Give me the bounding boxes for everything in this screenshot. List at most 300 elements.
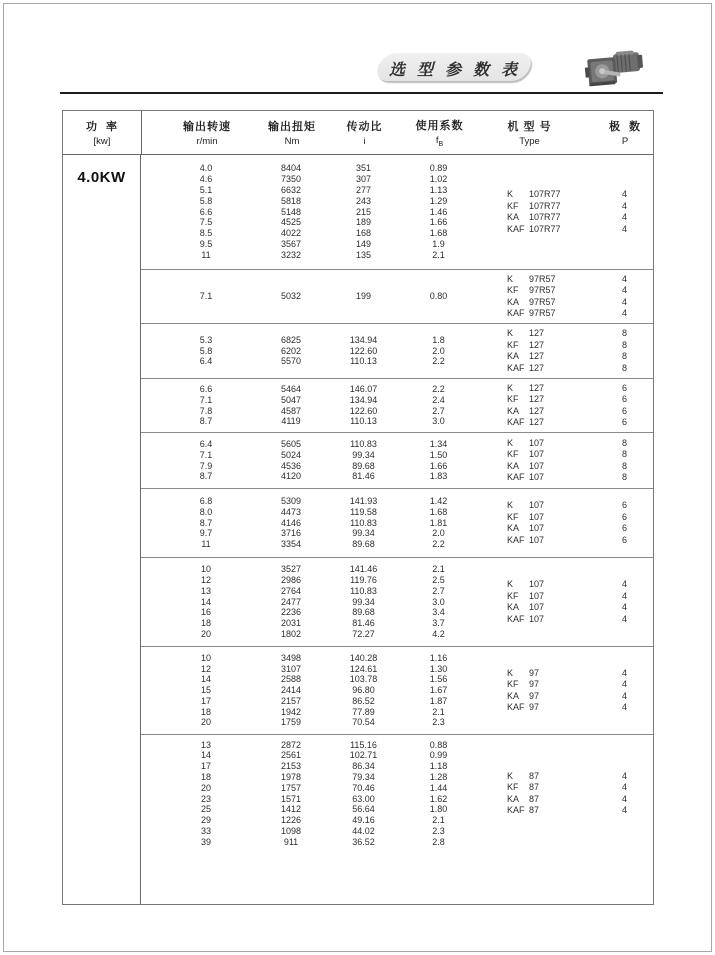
torque-value: 5032 bbox=[280, 291, 302, 302]
model-type bbox=[507, 212, 596, 224]
torque-value: 4119 bbox=[281, 416, 301, 427]
model-type-prefix: KAF bbox=[507, 702, 525, 712]
ratio-value-column bbox=[311, 335, 416, 367]
model-type-prefix: KF bbox=[507, 590, 519, 601]
model-type-prefix: KF bbox=[507, 511, 519, 522]
speed-value: 6.6 bbox=[199, 383, 213, 394]
table-row-group bbox=[141, 379, 653, 433]
ratio-value: 79.34 bbox=[352, 771, 375, 782]
model-type-prefix: KF bbox=[507, 782, 519, 792]
service-factor-value: 1.30 bbox=[429, 663, 448, 674]
speed-value: 14 bbox=[200, 674, 211, 685]
header-poles-label: 极 数 bbox=[608, 121, 642, 133]
poles-value: 6 bbox=[621, 394, 627, 404]
service-factor-value: 1.8 bbox=[432, 334, 445, 345]
model-type-prefix: KF bbox=[507, 285, 519, 295]
speed-value: 13 bbox=[200, 739, 211, 750]
header-type-label: 机 型 号 bbox=[507, 121, 552, 133]
service-factor-value: 0.80 bbox=[429, 291, 448, 302]
speed-value: 16 bbox=[200, 607, 211, 618]
ratio-value: 168 bbox=[355, 228, 372, 239]
speed-value: 14 bbox=[200, 596, 211, 607]
speed-value: 6.6 bbox=[199, 206, 213, 217]
torque-value: 6825 bbox=[280, 334, 302, 345]
table-blocks bbox=[141, 155, 653, 904]
model-type-prefix: KA bbox=[507, 602, 520, 612]
speed-value: 10 bbox=[200, 652, 211, 663]
ratio-value: 307 bbox=[355, 174, 372, 185]
torque-value: 1571 bbox=[280, 793, 302, 804]
model-type bbox=[507, 602, 596, 614]
model-type-prefix: KAF bbox=[507, 417, 525, 427]
service-factor-value: 1.9 bbox=[432, 238, 445, 249]
speed-value-column bbox=[141, 439, 271, 482]
speed-value: 8.7 bbox=[199, 416, 213, 427]
torque-value-column bbox=[271, 384, 311, 427]
speed-value: 10 bbox=[200, 564, 211, 575]
model-type-column bbox=[461, 438, 596, 484]
torque-value: 5605 bbox=[280, 438, 302, 449]
torque-value: 6632 bbox=[280, 185, 302, 195]
model-type-prefix: KA bbox=[507, 405, 520, 416]
header-speed-unit: r/min bbox=[196, 136, 218, 147]
torque-value: 1942 bbox=[280, 706, 302, 717]
poles-column bbox=[596, 328, 653, 374]
service-factor-value: 0.88 bbox=[429, 739, 448, 750]
speed-value: 6.4 bbox=[199, 438, 213, 449]
poles-value: 8 bbox=[621, 339, 627, 350]
poles-column bbox=[596, 579, 653, 625]
torque-value: 3354 bbox=[280, 539, 302, 550]
model-type-size: 107 bbox=[529, 472, 545, 482]
torque-value: 2477 bbox=[280, 596, 302, 607]
poles-value: 8 bbox=[621, 328, 627, 338]
ratio-value: 86.52 bbox=[352, 695, 375, 706]
torque-value: 5148 bbox=[280, 206, 302, 217]
model-type-size: 107 bbox=[529, 613, 545, 624]
ratio-value: 351 bbox=[355, 163, 372, 174]
speed-value: 6.4 bbox=[199, 356, 213, 367]
header-torque-label: 输出扭矩 bbox=[268, 121, 316, 133]
poles-value: 6 bbox=[621, 417, 627, 427]
header-speed-label: 输出转速 bbox=[183, 121, 231, 133]
model-type-size: 107 bbox=[529, 590, 545, 601]
poles-column bbox=[596, 383, 653, 429]
model-type bbox=[507, 782, 596, 794]
poles-value: 4 bbox=[621, 189, 627, 199]
model-type bbox=[507, 417, 596, 429]
torque-value: 2872 bbox=[280, 739, 302, 750]
ratio-value: 110.13 bbox=[350, 416, 377, 427]
table-row-group bbox=[141, 433, 653, 489]
ratio-value: 140.28 bbox=[349, 652, 378, 663]
torque-value: 3107 bbox=[280, 663, 302, 674]
speed-value: 5.8 bbox=[199, 195, 213, 206]
ratio-value: 141.46 bbox=[349, 564, 378, 575]
speed-value: 7.9 bbox=[199, 460, 213, 471]
model-type-prefix: K bbox=[507, 667, 514, 678]
poles-value: 8 bbox=[621, 362, 627, 373]
service-factor-value: 2.0 bbox=[432, 528, 445, 539]
table-row-group bbox=[141, 558, 653, 647]
header-ratio-label: 传动比 bbox=[346, 121, 383, 133]
poles-value: 6 bbox=[621, 523, 627, 533]
poles-value: 8 bbox=[621, 437, 627, 448]
table-empty-space bbox=[141, 852, 653, 904]
ratio-value-column bbox=[311, 384, 416, 427]
torque-value: 2588 bbox=[280, 674, 302, 685]
speed-value: 18 bbox=[200, 771, 211, 782]
service-factor-value: 1.34 bbox=[429, 438, 448, 449]
torque-value: 1757 bbox=[280, 782, 302, 793]
model-type bbox=[507, 523, 596, 535]
poles-value: 4 bbox=[621, 296, 627, 307]
model-type-prefix: K bbox=[507, 579, 514, 589]
service-factor-value: 1.02 bbox=[429, 174, 448, 185]
header-ratio bbox=[312, 118, 417, 147]
poles-value: 6 bbox=[621, 500, 627, 510]
service-factor-value: 1.46 bbox=[429, 206, 448, 217]
model-type-prefix: K bbox=[507, 189, 514, 199]
model-type-size: 127 bbox=[529, 382, 545, 393]
model-type-size: 97R57 bbox=[529, 285, 556, 295]
ratio-value: 72.27 bbox=[352, 628, 375, 639]
torque-value: 5818 bbox=[280, 195, 302, 206]
torque-value: 5024 bbox=[280, 449, 302, 460]
service-factor-value: 1.83 bbox=[429, 471, 448, 482]
model-type-size: 97R57 bbox=[529, 273, 556, 284]
torque-value: 4120 bbox=[280, 471, 302, 482]
service-factor-value-column bbox=[416, 740, 461, 848]
service-factor-value: 2.4 bbox=[432, 394, 445, 405]
model-type-size: 107R77 bbox=[529, 223, 561, 234]
poles-value: 6 bbox=[621, 511, 627, 522]
torque-value: 4587 bbox=[280, 405, 302, 416]
table-row-group bbox=[141, 647, 653, 735]
model-type bbox=[507, 383, 596, 395]
gearmotor-photo-icon bbox=[584, 45, 648, 91]
service-factor-value: 1.66 bbox=[429, 217, 448, 228]
model-type-prefix: KA bbox=[507, 212, 520, 222]
speed-value-column bbox=[141, 335, 271, 367]
header-poles bbox=[597, 118, 653, 147]
torque-value: 1226 bbox=[280, 815, 302, 826]
model-type bbox=[507, 472, 596, 484]
torque-value: 3716 bbox=[280, 528, 302, 539]
service-factor-value: 1.56 bbox=[429, 674, 448, 685]
speed-value: 11 bbox=[201, 539, 211, 550]
ratio-value: 86.34 bbox=[352, 761, 375, 772]
speed-value: 17 bbox=[200, 761, 211, 772]
ratio-value: 89.68 bbox=[352, 607, 375, 618]
speed-value-column bbox=[141, 496, 271, 550]
poles-value: 4 bbox=[621, 223, 627, 234]
speed-value: 7.1 bbox=[199, 449, 213, 460]
torque-value: 2031 bbox=[280, 618, 302, 629]
model-type-size: 127 bbox=[529, 417, 545, 427]
model-type-size: 97 bbox=[529, 702, 540, 712]
model-type-column bbox=[461, 383, 596, 429]
model-type-prefix: KAF bbox=[507, 805, 525, 815]
ratio-value-column bbox=[311, 564, 416, 640]
torque-value: 5570 bbox=[280, 356, 302, 367]
service-factor-value: 3.7 bbox=[432, 618, 445, 629]
torque-value: 1098 bbox=[280, 825, 302, 836]
torque-value: 4525 bbox=[280, 217, 302, 228]
poles-column bbox=[596, 438, 653, 484]
speed-value-column bbox=[141, 653, 271, 729]
service-factor-value: 2.3 bbox=[432, 825, 445, 836]
table-body bbox=[63, 155, 653, 904]
poles-value: 4 bbox=[621, 308, 627, 318]
model-type-prefix: K bbox=[507, 382, 514, 393]
speed-value: 5.3 bbox=[199, 334, 213, 345]
model-type bbox=[507, 394, 596, 406]
service-factor-value: 3.0 bbox=[432, 416, 445, 427]
ratio-value: 99.34 bbox=[352, 596, 375, 607]
model-type bbox=[507, 406, 596, 418]
poles-value: 4 bbox=[621, 690, 627, 701]
ratio-value: 102.71 bbox=[349, 750, 378, 761]
model-type-size: 87 bbox=[529, 805, 540, 815]
poles-value: 4 bbox=[621, 805, 627, 815]
torque-value: 911 bbox=[283, 836, 299, 847]
service-factor-value-column bbox=[416, 291, 461, 302]
model-type-size: 107 bbox=[529, 460, 545, 471]
model-type-prefix: K bbox=[507, 770, 514, 781]
model-type-prefix: KF bbox=[507, 339, 519, 350]
speed-value: 6.8 bbox=[199, 496, 213, 506]
torque-value-column bbox=[271, 439, 311, 482]
service-factor-value: 2.2 bbox=[432, 356, 445, 367]
header-power-unit: [kw] bbox=[93, 136, 111, 147]
torque-value: 5464 bbox=[280, 383, 302, 394]
ratio-value: 81.46 bbox=[352, 471, 375, 482]
speed-value: 8.5 bbox=[199, 228, 213, 239]
ratio-value: 277 bbox=[355, 185, 372, 195]
service-factor-value: 1.16 bbox=[429, 652, 448, 663]
ratio-value: 49.16 bbox=[352, 815, 375, 826]
model-type bbox=[507, 512, 596, 524]
service-factor-value-column bbox=[416, 496, 461, 550]
model-type bbox=[507, 328, 596, 340]
ratio-value: 89.68 bbox=[352, 460, 375, 471]
ratio-value: 199 bbox=[355, 291, 372, 302]
service-factor-value: 1.80 bbox=[429, 804, 448, 815]
model-type bbox=[507, 449, 596, 461]
ratio-value: 149 bbox=[355, 238, 372, 249]
torque-value: 1759 bbox=[280, 717, 302, 728]
ratio-value: 119.76 bbox=[350, 575, 377, 585]
torque-value: 5309 bbox=[280, 496, 302, 506]
speed-value: 14 bbox=[200, 750, 211, 761]
speed-value: 23 bbox=[200, 793, 211, 804]
poles-value: 4 bbox=[621, 782, 627, 792]
model-type-prefix: KAF bbox=[507, 223, 525, 234]
poles-value: 4 bbox=[621, 602, 627, 612]
ratio-value: 146.07 bbox=[349, 383, 378, 394]
model-type bbox=[507, 702, 596, 714]
speed-value: 20 bbox=[200, 628, 211, 639]
torque-value-column bbox=[271, 564, 311, 640]
header-poles-unit: P bbox=[621, 136, 629, 147]
ratio-value: 110.13 bbox=[350, 356, 377, 367]
service-factor-value-column bbox=[416, 163, 461, 260]
selection-table bbox=[62, 110, 654, 905]
model-type-size: 127 bbox=[529, 351, 545, 361]
model-type-prefix: KA bbox=[507, 460, 520, 471]
ratio-value: 115.16 bbox=[350, 739, 377, 750]
speed-value: 4.6 bbox=[199, 174, 213, 185]
ratio-value: 70.46 bbox=[352, 782, 375, 793]
speed-value: 5.8 bbox=[199, 345, 213, 356]
model-type bbox=[507, 438, 596, 450]
speed-value-column bbox=[141, 564, 271, 640]
header-power-label: 功 率 bbox=[85, 121, 119, 133]
model-type-prefix: K bbox=[507, 273, 514, 284]
model-type bbox=[507, 591, 596, 603]
torque-value: 4146 bbox=[280, 517, 302, 528]
torque-value: 5047 bbox=[280, 394, 302, 405]
model-type-size: 107 bbox=[529, 523, 545, 533]
torque-value: 2986 bbox=[280, 575, 302, 585]
torque-value: 2764 bbox=[280, 585, 302, 596]
model-type-prefix: K bbox=[507, 437, 514, 448]
model-type-size: 87 bbox=[529, 782, 540, 792]
model-type-size: 97R57 bbox=[529, 308, 556, 318]
speed-value: 29 bbox=[200, 815, 211, 826]
model-type-size: 107 bbox=[529, 449, 545, 459]
torque-value: 3527 bbox=[280, 564, 302, 575]
speed-value: 18 bbox=[200, 706, 211, 717]
speed-value: 12 bbox=[200, 663, 211, 674]
speed-value: 11 bbox=[201, 249, 211, 260]
model-type bbox=[507, 285, 596, 297]
model-type bbox=[507, 535, 596, 547]
ratio-value: 63.00 bbox=[352, 793, 375, 804]
service-factor-value: 2.7 bbox=[432, 585, 445, 596]
model-type bbox=[507, 351, 596, 363]
speed-value: 9.5 bbox=[199, 238, 213, 249]
service-factor-value: 2.2 bbox=[432, 539, 445, 550]
model-type bbox=[507, 805, 596, 817]
model-type-size: 97 bbox=[529, 667, 540, 678]
model-type-prefix: KAF bbox=[507, 613, 525, 624]
service-factor-value: 0.89 bbox=[429, 163, 448, 174]
service-factor-value-column bbox=[416, 564, 461, 640]
torque-value-column bbox=[271, 740, 311, 848]
speed-value: 8.7 bbox=[199, 471, 213, 482]
model-type bbox=[507, 461, 596, 473]
ratio-value: 110.83 bbox=[350, 438, 377, 449]
model-type-prefix: KA bbox=[507, 351, 520, 361]
torque-value: 3567 bbox=[280, 238, 302, 249]
service-factor-value: 1.62 bbox=[429, 793, 448, 804]
table-row-group bbox=[141, 270, 653, 324]
poles-value: 4 bbox=[621, 679, 627, 689]
ratio-value-column bbox=[311, 740, 416, 848]
service-factor-value: 1.44 bbox=[429, 782, 448, 793]
service-factor-value: 1.81 bbox=[429, 517, 448, 528]
header-service-factor-unit: $f_B$ bbox=[435, 135, 444, 148]
header-service-factor-label: 使用系数 bbox=[415, 120, 464, 133]
poles-value: 4 bbox=[621, 200, 627, 211]
service-factor-value: 2.1 bbox=[432, 564, 445, 575]
ratio-value: 81.46 bbox=[352, 618, 375, 629]
model-type-column bbox=[461, 189, 596, 235]
poles-value: 8 bbox=[621, 351, 627, 361]
model-type-size: 97 bbox=[529, 679, 540, 689]
model-type-column bbox=[461, 500, 596, 546]
model-type bbox=[507, 274, 596, 286]
ratio-value-column bbox=[311, 163, 416, 260]
model-type bbox=[507, 201, 596, 213]
torque-value: 2157 bbox=[280, 695, 302, 706]
service-factor-value: 0.99 bbox=[429, 750, 448, 761]
torque-value: 4473 bbox=[280, 506, 302, 517]
ratio-value: 134.94 bbox=[349, 394, 378, 405]
service-factor-value: 1.67 bbox=[429, 685, 448, 696]
poles-value: 6 bbox=[621, 534, 627, 545]
model-type-size: 107R77 bbox=[529, 212, 561, 222]
service-factor-value: 4.2 bbox=[432, 628, 445, 639]
ratio-value: 119.58 bbox=[350, 506, 377, 517]
poles-column bbox=[596, 668, 653, 714]
header-rule bbox=[60, 92, 663, 94]
service-factor-value: 2.1 bbox=[432, 706, 445, 717]
speed-value: 7.1 bbox=[199, 291, 213, 302]
model-type-size: 97 bbox=[529, 690, 540, 701]
ratio-value: 89.68 bbox=[352, 539, 375, 550]
speed-value: 33 bbox=[200, 825, 211, 836]
torque-value: 7350 bbox=[280, 174, 302, 185]
model-type-size: 127 bbox=[529, 405, 545, 416]
torque-value-column bbox=[271, 163, 311, 260]
torque-value: 1802 bbox=[280, 628, 302, 639]
service-factor-value: 2.1 bbox=[432, 815, 445, 826]
model-type-size: 107 bbox=[529, 500, 545, 510]
service-factor-value: 2.0 bbox=[432, 345, 445, 356]
table-row-group bbox=[141, 155, 653, 270]
header-power bbox=[63, 111, 142, 154]
model-type-prefix: KAF bbox=[507, 472, 525, 482]
model-type-prefix: KAF bbox=[507, 534, 525, 545]
model-type-prefix: KF bbox=[507, 449, 519, 459]
speed-value: 8.7 bbox=[199, 517, 213, 528]
power-value: 4.0KW bbox=[63, 155, 141, 904]
model-type-size: 107R77 bbox=[529, 189, 561, 199]
service-factor-value: 1.50 bbox=[429, 449, 448, 460]
service-factor-value: 1.13 bbox=[429, 185, 448, 195]
ratio-value: 96.80 bbox=[352, 685, 375, 696]
ratio-value: 99.34 bbox=[352, 449, 375, 460]
ratio-value: 189 bbox=[355, 217, 372, 228]
model-type-column bbox=[461, 579, 596, 625]
model-type-prefix: KA bbox=[507, 793, 520, 804]
torque-value: 3498 bbox=[280, 652, 302, 663]
ratio-value-column bbox=[311, 439, 416, 482]
table-row-group bbox=[141, 735, 653, 852]
torque-value: 2561 bbox=[280, 750, 302, 761]
poles-value: 8 bbox=[621, 460, 627, 471]
model-type-prefix: KF bbox=[507, 200, 519, 211]
model-type bbox=[507, 794, 596, 806]
service-factor-value: 2.8 bbox=[432, 836, 445, 847]
service-factor-value: 1.87 bbox=[429, 695, 448, 706]
model-type-size: 127 bbox=[529, 362, 545, 373]
model-type-prefix: K bbox=[507, 500, 514, 510]
ratio-value: 103.78 bbox=[349, 674, 378, 685]
